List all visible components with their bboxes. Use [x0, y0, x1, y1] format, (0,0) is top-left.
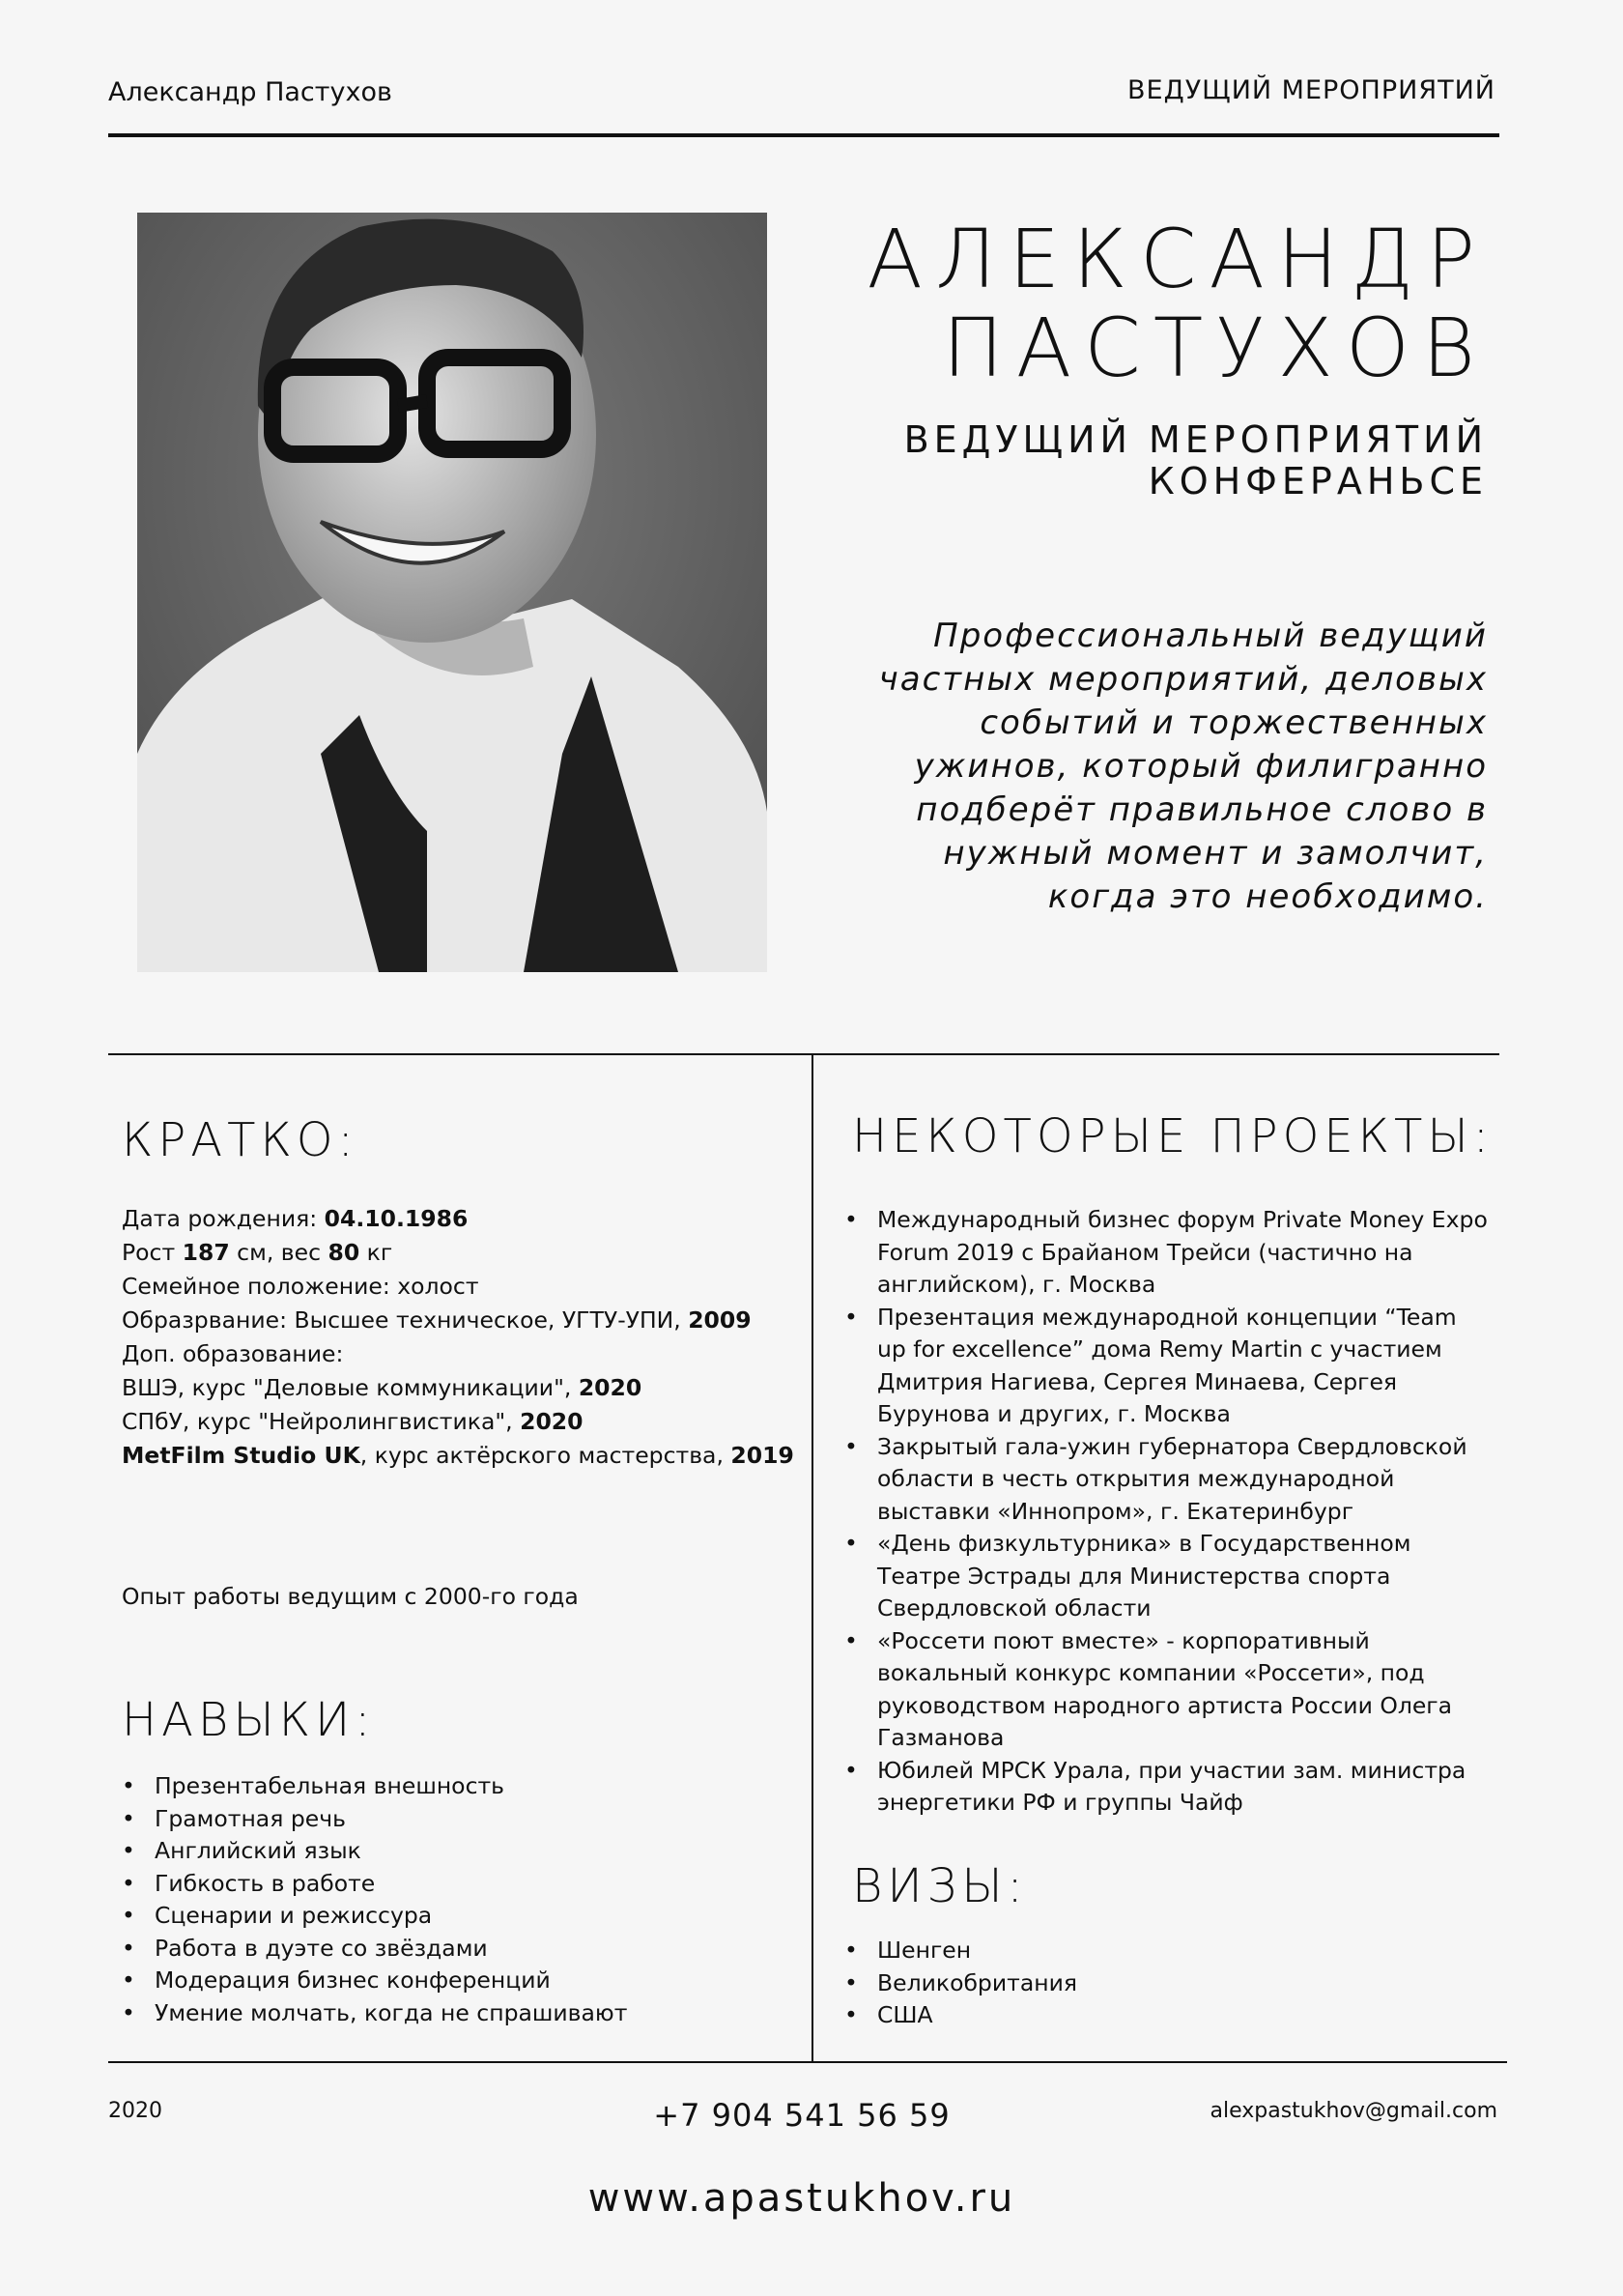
- skills-list: [122, 1770, 798, 2029]
- roles: [904, 419, 1488, 502]
- email-link[interactable]: alexpastukhov@gmail.com: [1210, 2099, 1497, 2123]
- projects-list: [844, 1204, 1492, 1820]
- section-divider-top: [108, 1053, 1499, 1055]
- footer-year: 2020: [108, 2099, 162, 2123]
- list-item: • «Россети поют вместе» - корпоративный вокальный конкурс компании «Россети», под руководством народного артиста России Олега Газманова: [844, 1625, 1492, 1755]
- role-line-2: КОНФЕРАНЬСЕ: [1148, 460, 1488, 502]
- family-status: Семейное положение: холост: [122, 1273, 479, 1300]
- tagline: Профессиональный ведущий частных мероприятий, деловых событий и торжественных ужинов, который филигранно подберёт правильное слово в нужный момент и замолчит, когда это необходимо.: [878, 617, 1488, 916]
- section-divider-bottom: [108, 2061, 1507, 2063]
- list-item: • Модерация бизнес конференций: [122, 1965, 798, 1997]
- header-name: Александр Пастухов: [108, 77, 392, 107]
- portrait-photo: [137, 213, 767, 972]
- list-item: • Юбилей МРСК Урала, при участии зам. министра энергетики РФ и группы Чайф: [844, 1755, 1492, 1820]
- list-item: • Гибкость в работе: [122, 1868, 798, 1901]
- list-item: • Презентация международной концепции “Team up for excellence” дома Remy Martin с участием Дмитрия Нагиева, Сергея Минаева, Сергея Бурунова и других, г. Москва: [844, 1302, 1492, 1431]
- visas-list: [844, 1935, 1231, 2032]
- list-item: • Шенген: [844, 1935, 1231, 1967]
- header-divider: [108, 133, 1499, 137]
- birth-date: Дата рождения: 04.10.1986: [122, 1205, 469, 1232]
- column-divider: [812, 1053, 813, 2062]
- first-name: АЛЕКСАНДР: [867, 212, 1488, 306]
- list-item: • США: [844, 1999, 1231, 2032]
- experience: Опыт работы ведущим с 2000-го года: [122, 1583, 579, 1610]
- header-role: ВЕДУЩИЙ МЕРОПРИЯТИЙ: [1127, 75, 1495, 105]
- website-link[interactable]: www.apastukhov.ru: [587, 2176, 1016, 2221]
- last-name: ПАСТУХОВ: [942, 301, 1488, 395]
- role-line-1: ВЕДУЩИЙ МЕРОПРИЯТИЙ: [903, 418, 1488, 461]
- list-item: • «День физкультурника» в Государственном Театре Эстрады для Министерства спорта Свердловской области: [844, 1528, 1492, 1625]
- course-2: СПбУ, курс "Нейролингвистика", 2020: [122, 1408, 584, 1435]
- height-weight: Рост 187 см, вес 80 кг: [122, 1239, 393, 1266]
- list-item: • Английский язык: [122, 1835, 798, 1868]
- list-item: • Грамотная речь: [122, 1803, 798, 1836]
- list-item: • Международный бизнес форум Private Money Expo Forum 2019 с Брайаном Трейси (частично на английском), г. Москва: [844, 1204, 1492, 1302]
- phone-number[interactable]: +7 904 541 56 59: [653, 2097, 951, 2134]
- brief-title: КРАТКО:: [122, 1113, 358, 1167]
- extra-education-label: Доп. образование:: [122, 1340, 344, 1367]
- list-item: • Закрытый гала-ужин губернатора Свердловской области в честь открытия международной выставки «Иннопром», г. Екатеринбург: [844, 1431, 1492, 1529]
- course-3: MetFilm Studio UK, курс актёрского мастерства, 2019: [122, 1442, 794, 1469]
- projects-title: НЕКОТОРЫЕ ПРОЕКТЫ:: [852, 1109, 1494, 1163]
- list-item: • Великобритания: [844, 1967, 1231, 2000]
- list-item: • Сценарии и режиссура: [122, 1900, 798, 1933]
- brief-info: [122, 1202, 798, 1473]
- list-item: • Презентабельная внешность: [122, 1770, 798, 1803]
- list-item: • Работа в дуэте со звёздами: [122, 1933, 798, 1966]
- course-1: ВШЭ, курс "Деловые коммуникации", 2020: [122, 1374, 642, 1401]
- full-name-title: [867, 212, 1488, 395]
- education: Образрвание: Высшее техническое, УГТУ-УПИ, 2009: [122, 1306, 752, 1334]
- list-item: • Умение молчать, когда не спрашивают: [122, 1997, 798, 2030]
- visas-title: ВИЗЫ:: [852, 1859, 1028, 1913]
- skills-title: НАВЫКИ:: [122, 1693, 376, 1747]
